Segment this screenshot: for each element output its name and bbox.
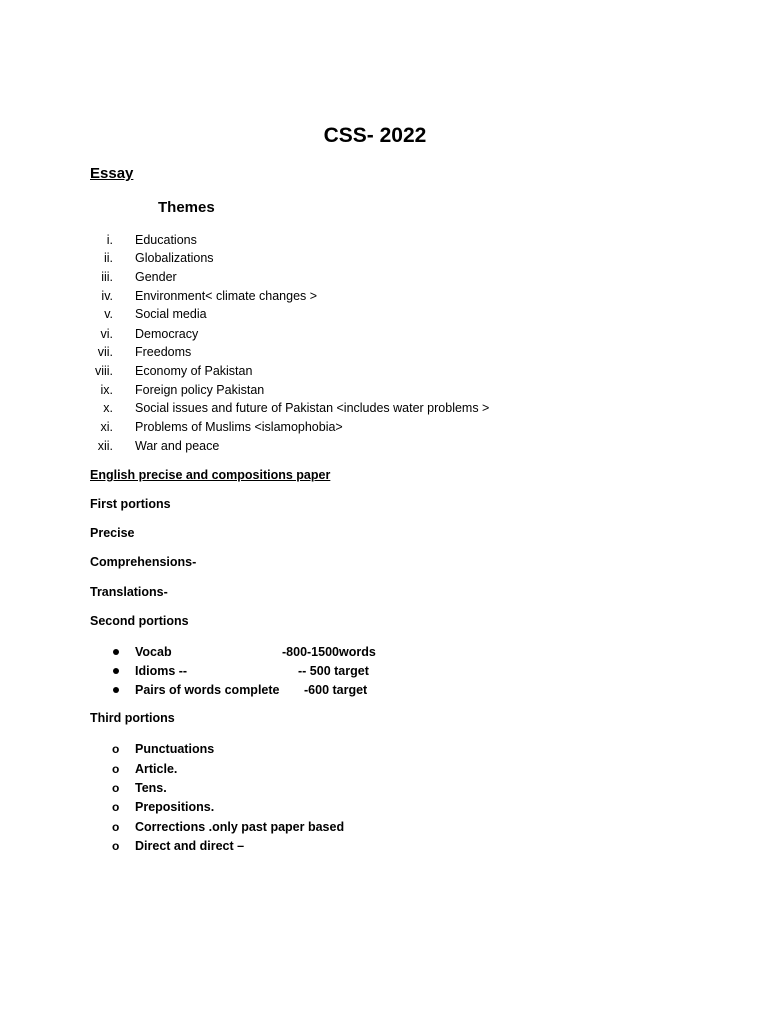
list-text: Tens.	[135, 781, 167, 795]
list-text: Vocab	[135, 645, 172, 659]
list-number: iii.	[101, 270, 113, 284]
list-text: Problems of Muslims <islamophobia>	[135, 420, 343, 434]
list-item	[0, 343, 768, 362]
list-number: x.	[103, 401, 113, 415]
list-item	[0, 740, 768, 759]
list-item	[0, 399, 768, 418]
list-item	[0, 662, 768, 681]
hollow-bullet-icon: o	[112, 762, 120, 776]
list-text: Democracy	[135, 327, 199, 341]
list-number: vii.	[97, 345, 113, 359]
translations-label: Translations-	[90, 585, 168, 599]
list-number: i.	[106, 233, 113, 247]
list-number: iv.	[101, 289, 113, 303]
list-item	[0, 760, 768, 779]
list-item	[0, 305, 768, 324]
list-item	[0, 268, 768, 287]
list-text: Environment< climate changes >	[135, 289, 318, 303]
list-text: Direct and direct –	[135, 839, 245, 853]
comprehensions-label: Comprehensions-	[90, 555, 197, 569]
list-text: Economy of Pakistan	[135, 364, 253, 378]
first-portions-heading: First portions	[90, 497, 171, 511]
precise-label: Precise	[90, 526, 135, 540]
list-item	[0, 249, 768, 268]
list-text: Gender	[135, 270, 177, 284]
list-item	[0, 437, 768, 456]
hollow-bullet-icon: o	[112, 800, 120, 814]
list-text: Foreign policy Pakistan	[135, 383, 265, 397]
list-text: Corrections .only past paper based	[135, 820, 345, 834]
document-title: CSS- 2022	[323, 124, 427, 147]
list-number: v.	[104, 307, 113, 321]
hollow-bullet-icon: o	[112, 820, 120, 834]
list-text: Pairs of words complete	[135, 683, 280, 697]
list-text: Idioms --	[135, 664, 188, 678]
bullet-icon	[113, 668, 119, 674]
list-target: -800-1500words	[282, 645, 376, 659]
list-item	[0, 287, 768, 306]
list-item	[0, 231, 768, 250]
list-text: Freedoms	[135, 345, 192, 359]
essay-heading: Essay	[90, 165, 134, 182]
list-item	[0, 418, 768, 437]
list-item	[0, 681, 768, 700]
list-text: Punctuations	[135, 742, 215, 756]
list-item	[0, 779, 768, 798]
list-text: War and peace	[135, 439, 220, 453]
second-portions-heading: Second portions	[90, 614, 189, 628]
list-text: Social media	[135, 307, 207, 321]
list-text: Globalizations	[135, 251, 214, 265]
list-number: xi.	[100, 420, 113, 434]
list-item	[0, 362, 768, 381]
bullet-icon	[113, 649, 119, 655]
list-item	[0, 818, 768, 837]
hollow-bullet-icon: o	[112, 839, 120, 853]
list-text: Educations	[135, 233, 197, 247]
list-target: -- 500 target	[298, 664, 369, 678]
list-number: xii.	[97, 439, 113, 453]
hollow-bullet-icon: o	[112, 781, 120, 795]
third-portions-heading: Third portions	[90, 711, 175, 725]
list-item	[0, 381, 768, 400]
list-number: ix.	[100, 383, 113, 397]
list-number: viii.	[94, 364, 113, 378]
list-number: ii.	[103, 251, 113, 265]
list-number: vi.	[100, 327, 113, 341]
list-item	[0, 325, 768, 344]
hollow-bullet-icon: o	[112, 742, 120, 756]
bullet-icon	[113, 687, 119, 693]
list-text: Prepositions.	[135, 800, 215, 814]
list-item	[0, 837, 768, 856]
list-target: -600 target	[304, 683, 368, 697]
list-text: Social issues and future of Pakistan <includes water problems >	[135, 401, 490, 415]
list-item	[0, 643, 768, 662]
list-item	[0, 798, 768, 817]
themes-subheading: Themes	[158, 199, 215, 216]
list-text: Article.	[135, 762, 178, 776]
english-heading: English precise and compositions paper	[90, 468, 331, 482]
